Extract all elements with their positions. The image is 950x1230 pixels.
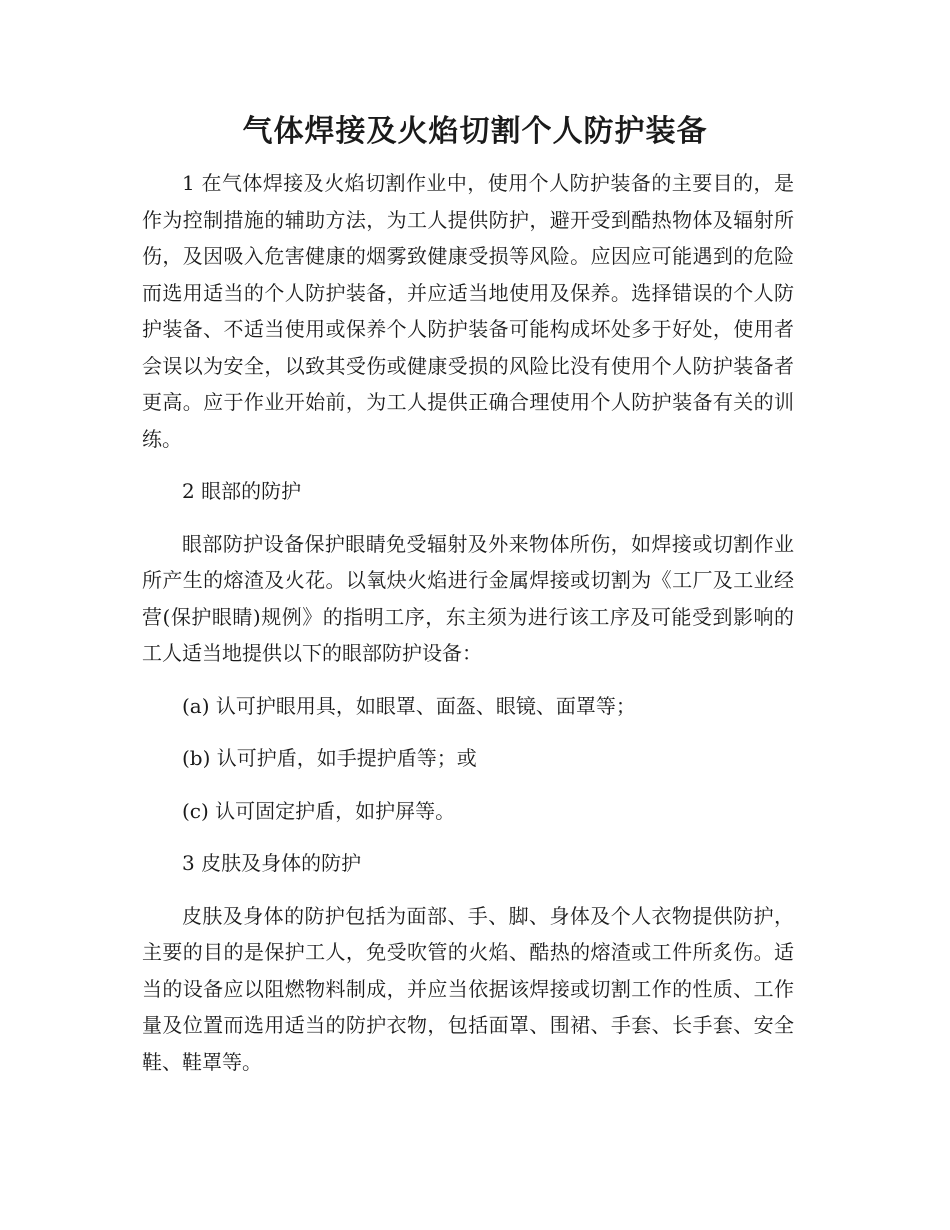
list-item-a: (a) 认可护眼用具，如眼罩、面盔、眼镜、面罩等； (182, 693, 636, 718)
paragraph-eye-protection: 眼部防护设备保护眼睛免受辐射及外来物体所伤，如焊接或切割作业所产生的熔渣及火花。以氧炔火焰进行金属焊接或切割为《工厂及工业经营(保护眼睛)规例》的指明工序，东主须为进行该工序及可能受到影响的工人适当地提供以下的眼部防护设备： (142, 531, 794, 665)
document-body (142, 165, 794, 1080)
list-item-b: (b) 认可护盾，如手提护盾等；或 (182, 746, 477, 770)
section-heading-skin: 3 皮肤及身体的防护 (182, 851, 362, 875)
list-item-c: (c) 认可固定护盾，如护屏等。 (182, 798, 456, 823)
paragraph-intro: 1 在气体焊接及火焰切割作业中，使用个人防护装备的主要目的，是作为控制措施的辅助方法，为工人提供防护，避开受到酷热物体及辐射所伤，及因吸入危害健康的烟雾致健康受损等风险。应因应可能遇到的危险而选用适当的个人防护装备，并应适当地使用及保养。选择错误的个人防护装备、不适当使用或保养个人防护装备可能构成坏处多于好处，使用者会误以为安全，以致其受伤或健康受损的风险比没有使用个人防护装备者更高。应于作业开始前，为工人提供正确合理使用个人防护装备有关的训练。 (142, 171, 794, 451)
section-heading-eye: 2 眼部的防护 (182, 479, 302, 503)
paragraph-skin-protection: 皮肤及身体的防护包括为面部、手、脚、身体及个人衣物提供防护，主要的目的是保护工人，免受吹管的火焰、酷热的熔渣或工件所炙伤。适当的设备应以阻燃物料制成，并应当依据该焊接或切割工作的性质、工作量及位置而选用适当的防护衣物，包括面罩、围裙、手套、长手套、安全鞋、鞋罩等。 (142, 903, 794, 1074)
document-title: 气体焊接及火焰切割个人防护装备 (242, 114, 708, 149)
